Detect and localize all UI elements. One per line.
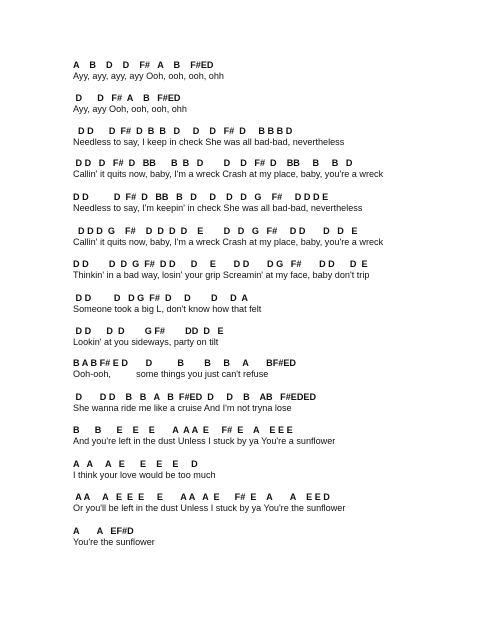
notes-line: A A EF#D (73, 526, 134, 536)
notes-line: A A A E E E E D (73, 459, 198, 469)
notes-line: D D D G F# D D D D E D D G F# D D D D E (73, 226, 358, 236)
lyric-line: Ayy, ayy Ooh, ooh, ooh, ohh (73, 104, 187, 114)
notes-line: B A B F# E D D B B B A BF#ED (73, 358, 296, 368)
notes-line: A B D D F# A B F#ED (73, 60, 214, 70)
notes-line: D D D F# D BB B D D D D G F# D D D E (73, 192, 329, 202)
notes-line: D D D F# D BB B B D D D F# D BB B B D (73, 158, 353, 168)
notes-line: A A A E E E E A A A E F# E A A E E D (73, 492, 330, 502)
lyric-line: And you're left in the dust Unless I stuck by ya You're a sunflower (73, 436, 336, 446)
lyric-line: Or you'll be left in the dust Unless I stuck by ya You're the sunflower (73, 503, 346, 513)
lyric-line: Lookin' at you sideways, party on tilt (73, 337, 219, 347)
lyric-line: Thinkin' in a bad way, losin' your grip Screamin' at my face, baby don't trip (73, 270, 370, 280)
lyric-line: She wanna ride me like a cruise And I'm not tryna lose (73, 403, 292, 413)
lyric-line: Ayy, ayy, ayy, ayy Ooh, ooh, ooh, ohh (73, 71, 224, 81)
lyric-line: Callin' it quits now, baby, I'm a wreck Crash at my place, baby, you're a wreck (73, 169, 384, 179)
notes-line: D D D D G F# D D D D A (73, 293, 248, 303)
lyric-line: You're the sunflower (73, 537, 155, 547)
notes-line: D D D D G F# DD D E (73, 326, 224, 336)
notes-line: D D D B B A B F#ED D D B AB F#EDED (73, 392, 317, 402)
lyric-line: Ooh-ooh, some things you just can't refuse (73, 369, 269, 379)
lyric-line: Callin' it quits now, baby, I'm a wreck Crash at my place, baby, you're a wreck (73, 237, 384, 247)
lyric-line: I think your love would be too much (73, 470, 216, 480)
lyric-line: Needless to say, I keep in check She was all bad-bad, nevertheless (73, 137, 345, 147)
notes-line: D D D F# D B B D D D F# D B B B D (73, 126, 293, 136)
notes-line: D D F# A B F#ED (73, 93, 181, 103)
notes-line: B B E E E A A A E F# E A E E E (73, 425, 293, 435)
lyric-line: Someone took a big L, don't know how that felt (73, 304, 262, 314)
lyric-line: Needless to say, I'm keepin' in check She was all bad-bad, nevertheless (73, 203, 363, 213)
notes-line: D D D D G F# D D D E D D D G F# D D D E (73, 259, 368, 269)
